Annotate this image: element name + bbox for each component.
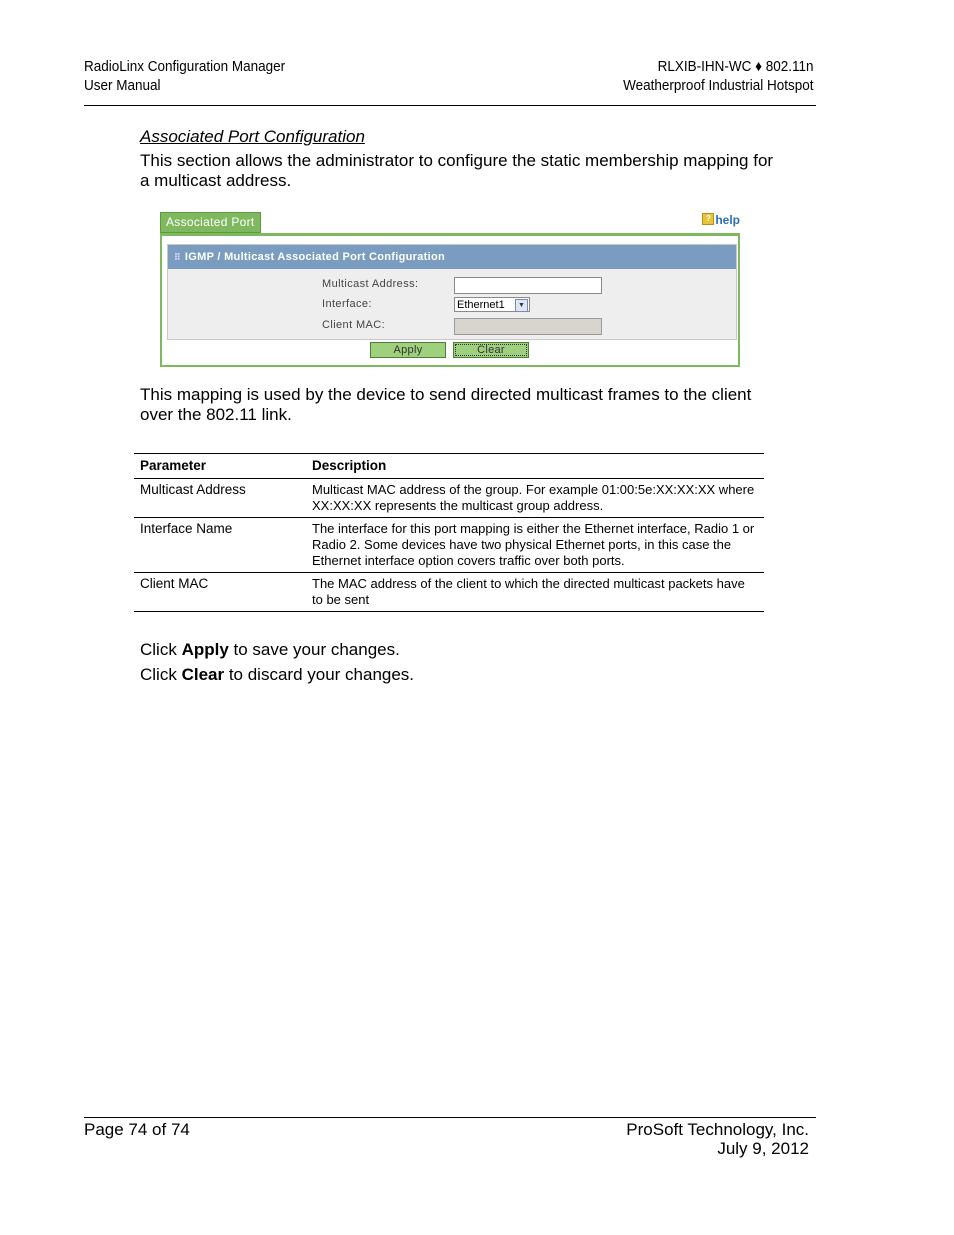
header-left xyxy=(84,57,285,95)
client-mac-label: Client MAC: xyxy=(322,319,386,331)
table-row xyxy=(134,479,764,518)
doc-date: July 9, 2012 xyxy=(717,1139,809,1158)
section-after: This mapping is used by the device to send directed multicast frames to the client over the 802.11 link. xyxy=(140,385,752,424)
tab-associated-port[interactable]: Associated Port xyxy=(160,212,261,233)
interface-select[interactable] xyxy=(454,297,530,312)
interface-value: Ethernet1 xyxy=(457,299,505,311)
clear-instruction-keyword: Clear xyxy=(181,665,225,684)
screenshot-tabstrip xyxy=(160,212,740,234)
multicast-address-input[interactable] xyxy=(454,277,602,294)
header-right xyxy=(624,57,814,95)
table-row xyxy=(134,518,764,573)
desc-cell: The interface for this port mapping is either the Ethernet interface, Radio 1 or Radio 2. Some devices have two physical Ethernet ports, in this case the Ethernet interface option covers traffic over both ports. xyxy=(306,518,764,573)
apply-instruction xyxy=(140,640,400,660)
apply-instruction-keyword: Apply xyxy=(181,640,229,659)
section-intro: This section allows the administrator to configure the static membership mapping for a multicast address. xyxy=(140,151,774,190)
apply-instruction-prefix: Click xyxy=(140,640,182,659)
doc-title: RadioLinx Configuration Manager xyxy=(84,58,286,75)
company-name: ProSoft Technology, Inc. xyxy=(626,1120,809,1139)
column-header-description: Description xyxy=(306,454,764,479)
param-cell: Multicast Address xyxy=(134,479,306,518)
panel-title: IGMP / Multicast Associated Port Configuration xyxy=(184,251,446,263)
help-icon: ? xyxy=(702,213,714,225)
help-link[interactable] xyxy=(702,213,740,227)
doc-subtitle: User Manual xyxy=(84,77,161,94)
apply-button[interactable]: Apply xyxy=(370,342,446,358)
client-mac-input xyxy=(454,318,602,335)
chevron-down-icon[interactable]: ▼ xyxy=(515,299,528,312)
product-description: Weatherproof Industrial Hotspot xyxy=(623,77,814,94)
param-cell: Interface Name xyxy=(134,518,306,573)
footer-right xyxy=(626,1120,809,1158)
header-divider xyxy=(84,105,816,106)
param-cell: Client MAC xyxy=(134,573,306,612)
table-row xyxy=(134,573,764,612)
table-header-row xyxy=(134,454,764,479)
config-panel xyxy=(167,244,737,340)
apply-instruction-suffix: to save your changes. xyxy=(228,640,400,659)
help-label: help xyxy=(715,213,740,227)
column-header-parameter: Parameter xyxy=(134,454,306,479)
parameter-table xyxy=(134,453,764,612)
desc-cell: Multicast MAC address of the group. For example 01:00:5e:XX:XX:XX where XX:XX:XX represents the multicast group address. xyxy=(306,479,764,518)
grip-icon: ⠿ xyxy=(174,252,181,262)
multicast-address-label: Multicast Address: xyxy=(322,278,419,290)
footer-divider xyxy=(84,1117,816,1118)
section-title: Associated Port Configuration xyxy=(140,127,365,146)
interface-label: Interface: xyxy=(322,298,372,310)
clear-instruction xyxy=(140,665,414,685)
clear-instruction-prefix: Click xyxy=(140,665,182,684)
panel-header xyxy=(168,245,736,269)
desc-cell: The MAC address of the client to which the directed multicast packets have to be sent xyxy=(306,573,764,612)
clear-instruction-suffix: to discard your changes. xyxy=(224,665,415,684)
clear-button[interactable]: Clear xyxy=(453,342,529,358)
page-number: Page 74 of 74 xyxy=(84,1120,190,1139)
product-model: RLXIB-IHN-WC ♦ 802.11n xyxy=(658,58,814,75)
screenshot-frame xyxy=(160,233,740,367)
